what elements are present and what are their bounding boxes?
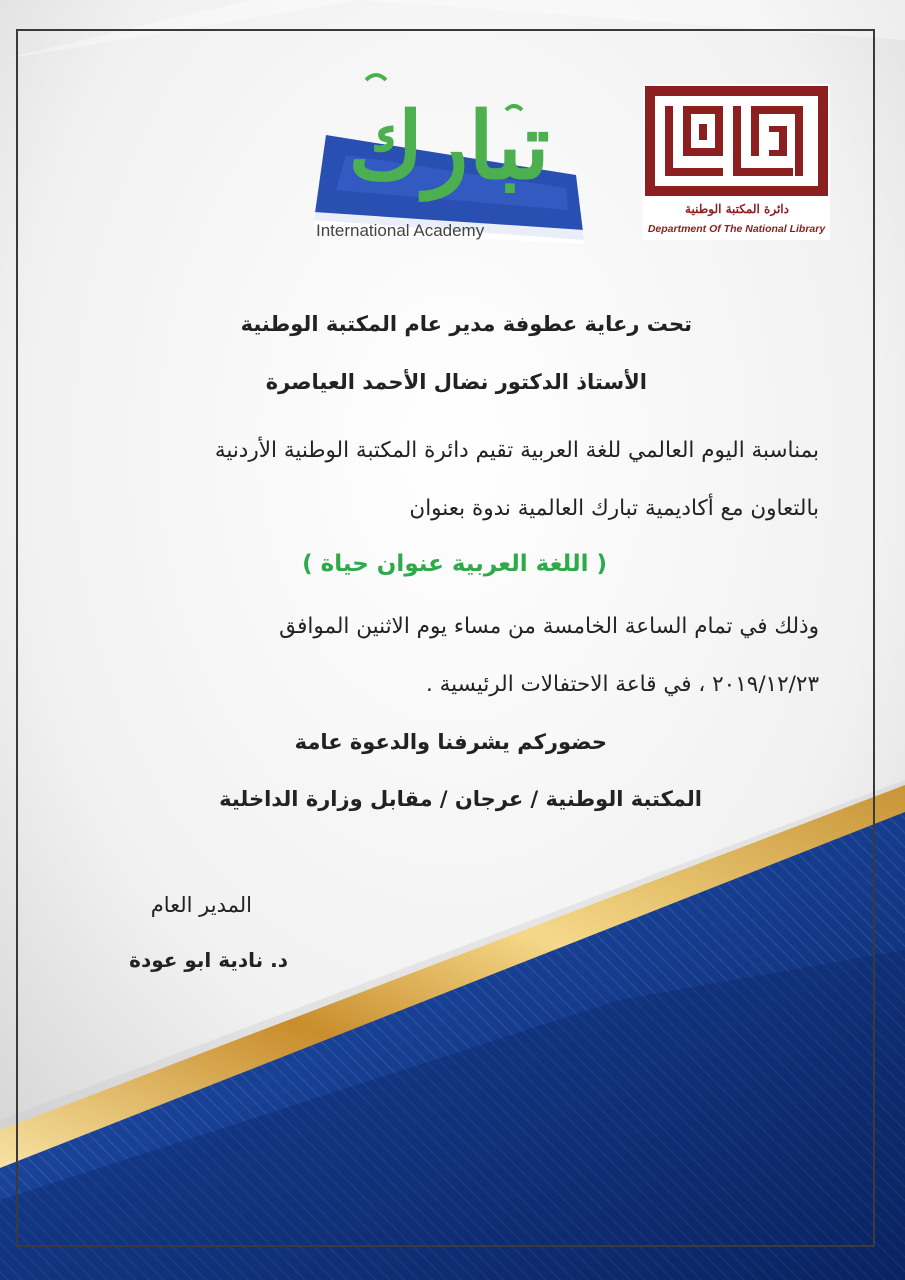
patronage-line: تحت رعاية عطوفة مدير عام المكتبة الوطنية <box>240 312 692 336</box>
location-line: المكتبة الوطنية / عرجان / مقابل وزارة الداخلية <box>219 787 702 811</box>
seminar-title: ( اللغة العربية عنوان حياة ) <box>302 551 607 577</box>
body-line-date-venue: ٢٠١٩/١٢/٢٣ ، في قاعة الاحتفالات الرئيسية . <box>425 672 819 697</box>
signature-name: د. نادية ابو عودة <box>129 948 288 972</box>
patron-name: الأستاذ الدكتور نضال الأحمد العياصرة <box>265 370 647 394</box>
body-line-time: وذلك في تمام الساعة الخامسة من مساء يوم الاثنين الموافق <box>279 614 819 639</box>
tabarak-academy-logo <box>306 60 596 250</box>
body-line-occasion: بمناسبة اليوم العالمي للغة العربية تقيم دائرة المكتبة الوطنية الأردنية <box>214 438 819 463</box>
academy-name: International Academy <box>316 221 485 240</box>
signature-title: المدير العام <box>150 893 252 917</box>
closing-line: حضوركم يشرفنا والدعوة عامة <box>294 730 607 754</box>
tabarak-arabic-wordmark: تبارك <box>348 92 550 200</box>
library-arabic-name: دائرة المكتبة الوطنية <box>685 202 789 216</box>
library-english-name: Department Of The National Library <box>647 223 826 235</box>
national-library-logo <box>643 84 830 240</box>
body-line-cooperation: بالتعاون مع أكاديمية تبارك العالمية ندوة بعنوان <box>409 496 819 521</box>
